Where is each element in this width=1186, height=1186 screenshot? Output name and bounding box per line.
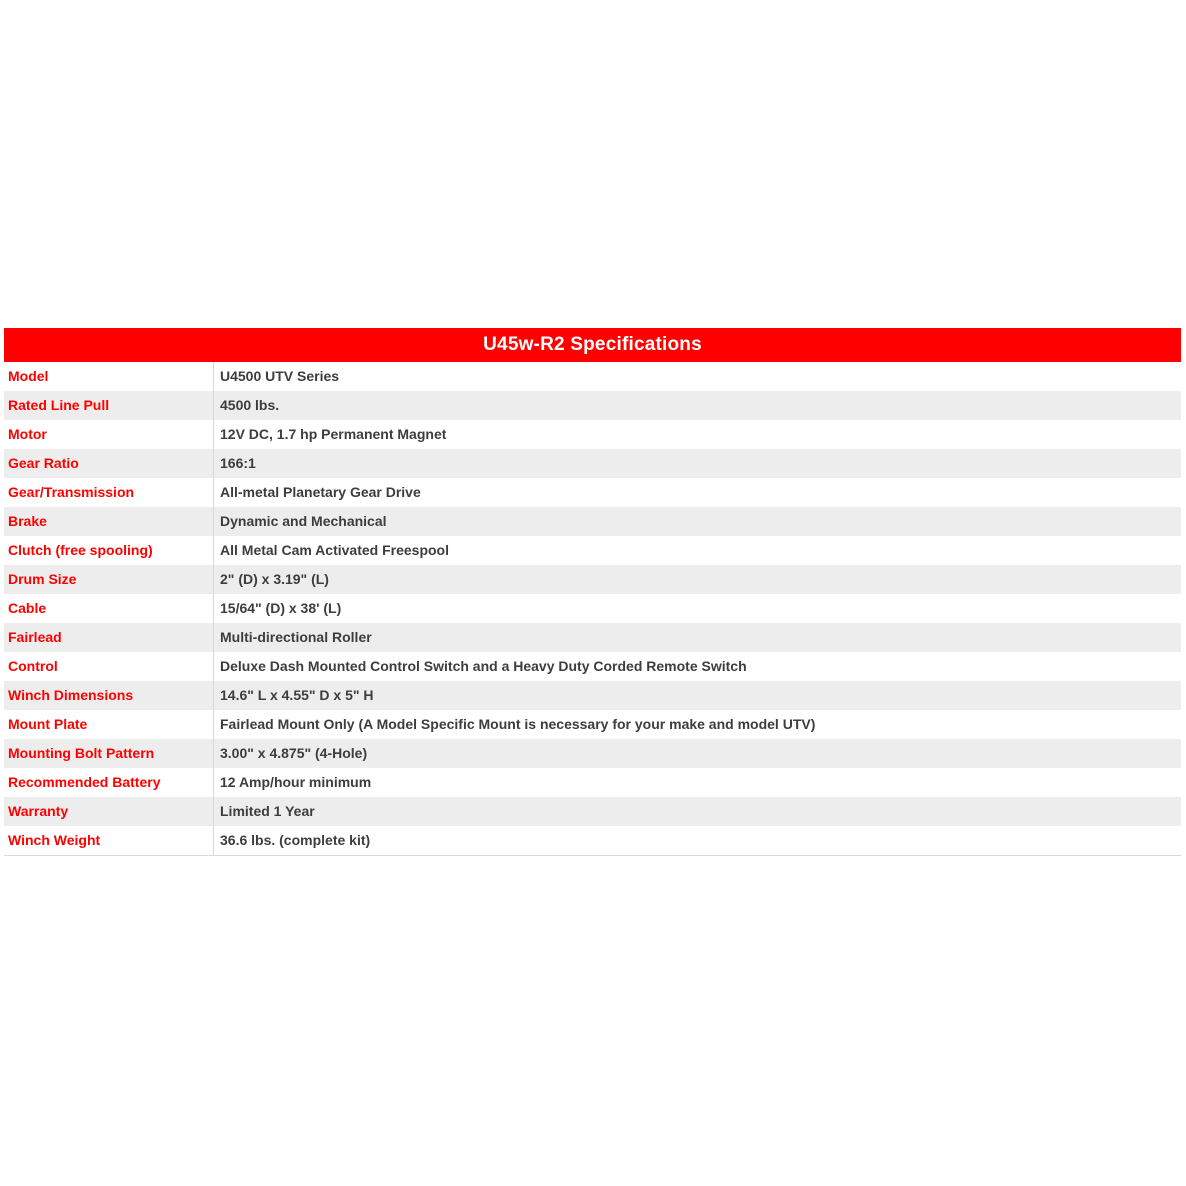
spec-value: 3.00" x 4.875" (4-Hole) <box>213 739 1181 768</box>
spec-label: Mounting Bolt Pattern <box>8 745 155 761</box>
spec-row-warranty <box>4 797 1181 826</box>
spec-row-winch-weight <box>4 826 1181 855</box>
spec-table-title: U45w-R2 Specifications <box>4 328 1181 362</box>
spec-value: 4500 lbs. <box>213 391 1181 420</box>
spec-row-gear-ratio <box>4 449 1181 478</box>
spec-value: Dynamic and Mechanical <box>213 507 1181 536</box>
spec-value: 12V DC, 1.7 hp Permanent Magnet <box>213 420 1181 449</box>
spec-value: 12 Amp/hour minimum <box>213 768 1181 797</box>
spec-value: 2" (D) x 3.19" (L) <box>213 565 1181 594</box>
spec-value: Fairlead Mount Only (A Model Specific Mount is necessary for your make and model UTV) <box>213 710 1181 739</box>
spec-value: 166:1 <box>213 449 1181 478</box>
spec-value: Limited 1 Year <box>213 797 1181 826</box>
spec-row-motor <box>4 420 1181 449</box>
spec-row-gear-transmission <box>4 478 1181 507</box>
spec-row-recommended-battery <box>4 768 1181 797</box>
spec-row-mounting-bolt-pattern <box>4 739 1181 768</box>
spec-label: Model <box>8 368 49 384</box>
spec-row-control <box>4 652 1181 681</box>
spec-value: All-metal Planetary Gear Drive <box>213 478 1181 507</box>
spec-row-drum-size <box>4 565 1181 594</box>
spec-row-mount-plate <box>4 710 1181 739</box>
spec-label: Control <box>8 658 58 674</box>
spec-value: Deluxe Dash Mounted Control Switch and a Heavy Duty Corded Remote Switch <box>213 652 1181 681</box>
spec-label: Winch Dimensions <box>8 687 134 703</box>
spec-row-rated-line-pull <box>4 391 1181 420</box>
spec-value: 14.6" L x 4.55" D x 5" H <box>213 681 1181 710</box>
spec-row-brake <box>4 507 1181 536</box>
spec-label: Warranty <box>8 803 69 819</box>
spec-value: All Metal Cam Activated Freespool <box>213 536 1181 565</box>
spec-value: Multi-directional Roller <box>213 623 1181 652</box>
spec-label: Clutch (free spooling) <box>8 542 153 558</box>
spec-label: Brake <box>8 513 47 529</box>
spec-label: Gear/Transmission <box>8 484 135 500</box>
spec-label: Motor <box>8 426 47 442</box>
spec-table-body <box>4 362 1181 856</box>
spec-label: Winch Weight <box>8 832 101 848</box>
spec-label: Mount Plate <box>8 716 88 732</box>
spec-label: Recommended Battery <box>8 774 161 790</box>
spec-label: Fairlead <box>8 629 62 645</box>
spec-row-model <box>4 362 1181 391</box>
spec-label: Cable <box>8 600 47 616</box>
spec-row-clutch <box>4 536 1181 565</box>
specifications-table <box>4 328 1181 856</box>
spec-row-cable <box>4 594 1181 623</box>
spec-label: Drum Size <box>8 571 77 587</box>
spec-value: U4500 UTV Series <box>213 362 1181 391</box>
spec-label: Rated Line Pull <box>8 397 110 413</box>
spec-label: Gear Ratio <box>8 455 79 471</box>
spec-value: 15/64" (D) x 38' (L) <box>213 594 1181 623</box>
spec-row-winch-dimensions <box>4 681 1181 710</box>
spec-value: 36.6 lbs. (complete kit) <box>213 826 1181 855</box>
spec-row-fairlead <box>4 623 1181 652</box>
